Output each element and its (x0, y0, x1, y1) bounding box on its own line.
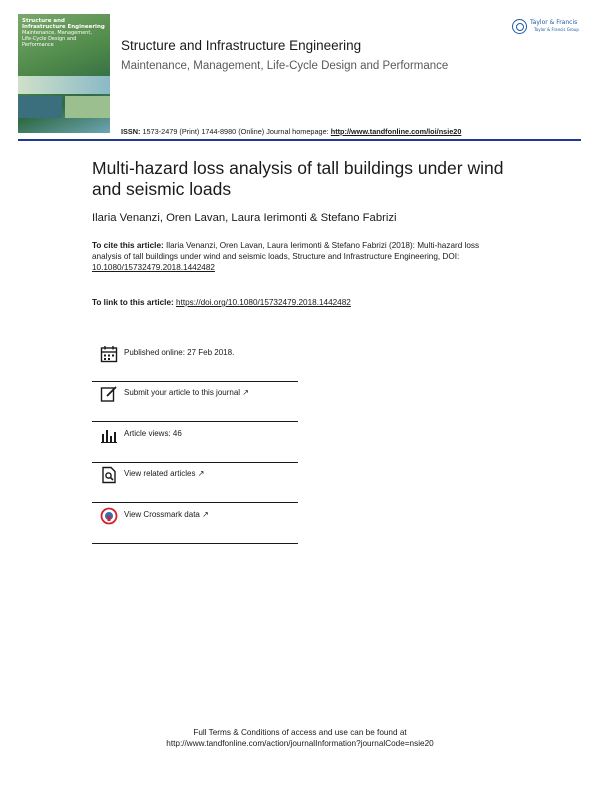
footer (0, 727, 600, 749)
journal-title: Structure and Infrastructure Engineering (121, 38, 362, 53)
footer-terms-link[interactable]: http://www.tandfonline.com/action/journalInformation?journalCode=nsie20 (166, 739, 434, 748)
article-title: Multi-hazard loss analysis of tall buildings under wind and seismic loads (92, 158, 504, 199)
publisher-logo-group: Taylor & Francis Group (534, 27, 579, 32)
cover-title-line2: Infrastructure Engineering (22, 24, 105, 30)
article-link-line (92, 298, 351, 307)
citation-text: Ilaria Venanzi, Oren Lavan, Laura Ierimonti & Stefano Fabrizi (2018): Multi-hazard loss analysis of tall buildings under wind and seismic loads, Structure and Infrastructure Engineering, DOI: (92, 241, 480, 262)
publisher-logo[interactable] (512, 18, 584, 36)
document-search-icon (100, 466, 118, 484)
submit-article-row[interactable] (92, 383, 298, 422)
issn-line (121, 127, 461, 136)
crossmark-icon (100, 507, 118, 525)
issn-text: 1573-2479 (Print) 1744-8980 (Online) Journal homepage: (142, 127, 329, 136)
issn-label: ISSN: (121, 127, 141, 136)
publisher-logo-icon (512, 19, 527, 34)
citation-doi-link[interactable]: 10.1080/15732479.2018.1442482 (92, 263, 215, 273)
article-views-count: Article views: 46 (124, 429, 182, 438)
published-date: Published online: 27 Feb 2018. (124, 348, 235, 357)
crossmark-label: View Crossmark data (124, 510, 200, 519)
cover-sub-line2: Life-Cycle Design and Performance (22, 36, 77, 48)
article-views-row (92, 424, 298, 463)
submit-article-link[interactable] (124, 388, 249, 397)
related-articles-link[interactable] (124, 469, 204, 478)
calendar-icon (100, 345, 118, 363)
submit-article-label: Submit your article to this journal (124, 388, 241, 397)
article-link-label: To link to this article: (92, 298, 174, 307)
related-articles-label: View related articles (124, 469, 196, 478)
external-link-icon: ↗ (202, 510, 209, 519)
crossmark-link[interactable] (124, 510, 209, 519)
citation-label: To cite this article: (92, 241, 164, 250)
publisher-logo-name: Taylor & Francis (530, 19, 578, 26)
cover-text (22, 18, 106, 48)
header-divider (18, 139, 581, 141)
edit-icon (100, 385, 118, 403)
related-articles-row[interactable] (92, 464, 298, 503)
cover-photo-left (18, 96, 62, 118)
journal-cover-image (18, 14, 110, 133)
cover-photo-strip (18, 76, 110, 94)
article-doi-url[interactable]: https://doi.org/10.1080/15732479.2018.1442482 (176, 298, 351, 307)
cover-title-line1: Structure and (22, 18, 65, 24)
bar-chart-icon (100, 426, 118, 444)
footer-terms-text: Full Terms & Conditions of access and use can be found at (193, 728, 407, 737)
cover-photo-right (65, 96, 110, 118)
citation-block (92, 240, 507, 274)
article-authors: Ilaria Venanzi, Oren Lavan, Laura Ierimonti & Stefano Fabrizi (92, 212, 397, 224)
cover-sub-line1: Maintenance, Management, (22, 30, 92, 36)
external-link-icon: ↗ (197, 469, 205, 478)
journal-homepage-link[interactable]: http://www.tandfonline.com/loi/nsie20 (330, 127, 462, 136)
crossmark-row[interactable] (92, 505, 298, 544)
journal-subtitle: Maintenance, Management, Life-Cycle Design and Performance (121, 60, 449, 72)
external-link-icon: ↗ (242, 388, 249, 397)
published-row (92, 343, 298, 382)
